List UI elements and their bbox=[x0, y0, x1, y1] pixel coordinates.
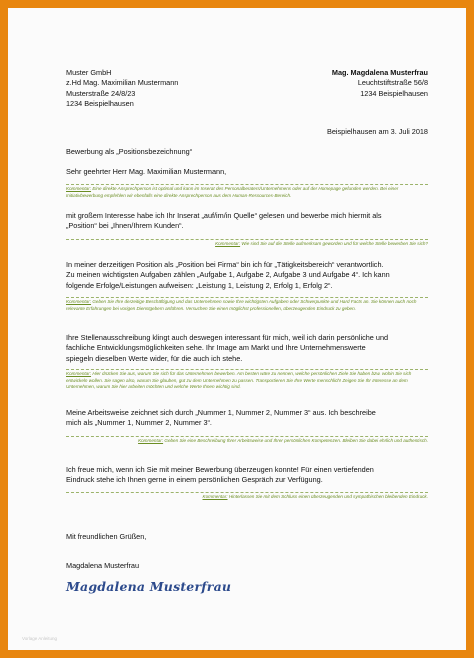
paragraph-closing bbox=[66, 465, 374, 486]
recipient-city: 1234 Beispielhausen bbox=[360, 88, 428, 98]
paragraph-line: mit großem Interesse habe ich Ihr Inserat „auf/im/in Quelle“ gelesen und bewerbe mich hiermit als bbox=[66, 211, 382, 220]
comment-tag: Kommentar: bbox=[215, 241, 241, 246]
paragraph-line: Eindruck stehe ich Ihnen gerne in einem persönlichen Gespräch zur Verfügung. bbox=[66, 475, 323, 485]
paragraph-line: Ihre Stellenausschreibung klingt auch deswegen interessant für mich, weil ich darin persönliche und bbox=[66, 333, 389, 342]
comment-2 bbox=[66, 239, 428, 248]
paragraph-line: mich als „Nummer 1, Nummer 2, Nummer 3“. bbox=[66, 418, 212, 428]
paragraph-line: Zu meinen wichtigsten Aufgaben zählen „Aufgabe 1, Aufgabe 2, Aufgabe 3 und Aufgabe 4“. Ich kann bbox=[66, 270, 390, 280]
comment-tag: Kommentar: bbox=[66, 186, 92, 191]
paragraph-interest bbox=[66, 211, 382, 232]
paragraph-line: Meine Arbeitsweise zeichnet sich durch „Nummer 1, Nummer 2, Nummer 3“ aus. Ich beschreibe bbox=[66, 408, 376, 417]
comment-text: Geben Sie Ihre derzeitige Beschäftigung und das Unternehmen sowie Ihre wichtigsten Aufgaben oder Schwerpunkte und Hard Facts an. Sie können auch noch relevante Erfahrungen bei vorigen Dienstgebern anführen. Versuchen Sie einen möglichst professionellen, überzeugenden Eindruck zu geben. bbox=[66, 299, 417, 311]
watermark-footer: Vorlage Anleitung bbox=[22, 636, 58, 641]
sender-city: 1234 Beispielhausen bbox=[66, 99, 134, 109]
comment-text: Eine direkte Ansprechperson ist optimal und kann im Inserat des Personalberaters/Unternehmens oder auf der Homepage gefunden werden. Bei einer Initiativbewerbung empfehlen wir ebenfalls eine direkte Ansprechperson aus dem Human-Ressources-Bereich. bbox=[66, 186, 399, 198]
sender-address bbox=[66, 68, 178, 110]
letter-salutation: Sehr geehrter Herr Mag. Maximilian Mustermann, bbox=[66, 167, 227, 176]
page-frame bbox=[8, 8, 466, 650]
sender-company: Muster GmbH bbox=[66, 68, 112, 77]
sender-street: Musterstraße 24/8/23 bbox=[66, 88, 136, 98]
comment-3 bbox=[66, 297, 428, 312]
paragraph-line: In meiner derzeitigen Position als „Position bei Firma“ bin ich für „Tätigkeitsbereich“ verantwortlich. bbox=[66, 260, 384, 269]
recipient-street: Leuchtstiftstraße 56/8 bbox=[357, 78, 428, 88]
paragraph-line: Ich freue mich, wenn ich Sie mit meiner Bewerbung überzeugen konnte! Für einen vertiefenden bbox=[66, 465, 374, 474]
comment-tag: Kommentar: bbox=[138, 438, 164, 443]
comment-text: Hier drücken Sie aus, warum Sie sich für das Unternehmen bewerben. Am besten wäre zu nennen, welche persönlichen Ziele Sie haben bzw. wohin Sie sich entwickeln wollen. Sie sagen also, warum Sie glauben, gut zu dem Unternehmen zu passen. Transportieren Sie Ihre Werte menschlich! Zeigen Sie Ihr Interesse an dem Unternehmen, warum Sie hier arbeiten möchten und welche Werte Ihnen wichtig sind. bbox=[66, 371, 412, 390]
recipient-address bbox=[332, 68, 428, 99]
letter-page bbox=[8, 8, 466, 650]
comment-4 bbox=[66, 369, 428, 391]
comment-1 bbox=[66, 184, 428, 199]
comment-text: Wie sind Sie auf die Stelle aufmerksam geworden und für welche Stelle bewerben Sie sich? bbox=[241, 241, 428, 246]
comment-tag: Kommentar: bbox=[66, 299, 92, 304]
sender-attn: z.Hd Mag. Maximilian Mustermann bbox=[66, 78, 179, 88]
recipient-name: Mag. Magdalena Musterfrau bbox=[331, 68, 428, 77]
signer-name: Magdalena Musterfrau bbox=[66, 561, 140, 570]
paragraph-motivation bbox=[66, 333, 388, 364]
comment-6 bbox=[66, 492, 428, 501]
comment-text: Hinterlassen Sie mit dem Schluss einen überzeugenden und sympathischen bleibenden Eindruck. bbox=[228, 494, 428, 499]
paragraph-line: folgende Erfolge/Leistungen aufweisen: „Leistung 1, Leistung 2, Erfolg 1, Erfolg 2“. bbox=[66, 280, 333, 290]
paragraph-position bbox=[66, 260, 390, 291]
comment-tag: Kommentar: bbox=[66, 371, 92, 376]
comment-5 bbox=[66, 436, 428, 445]
comment-tag: Kommentar: bbox=[202, 494, 228, 499]
letter-closing: Mit freundlichen Grüßen, bbox=[66, 532, 147, 541]
paragraph-line: „Position“ bei „Ihnen/Ihrem Kunden“. bbox=[66, 221, 184, 231]
handwritten-signature: Magdalena Musterfrau bbox=[66, 579, 232, 594]
letter-date: Beispielhausen am 3. Juli 2018 bbox=[326, 127, 428, 136]
paragraph-line: spiegeln dieselben Werte wider, für die auch ich stehe. bbox=[66, 353, 243, 363]
comment-text: Geben Sie eine Beschreibung Ihrer Arbeitsweise und Ihrer persönlichen Kompetenzen. Bleiben Sie dabei ehrlich und authentisch. bbox=[164, 438, 428, 443]
paragraph-line: fachliche Entwicklungsmöglichkeiten sehe. Ihr Image am Markt und Ihre Unternehmenswerte bbox=[66, 343, 366, 353]
letter-subject: Bewerbung als „Positionsbezeichnung“ bbox=[66, 147, 193, 156]
paragraph-workstyle bbox=[66, 408, 376, 429]
